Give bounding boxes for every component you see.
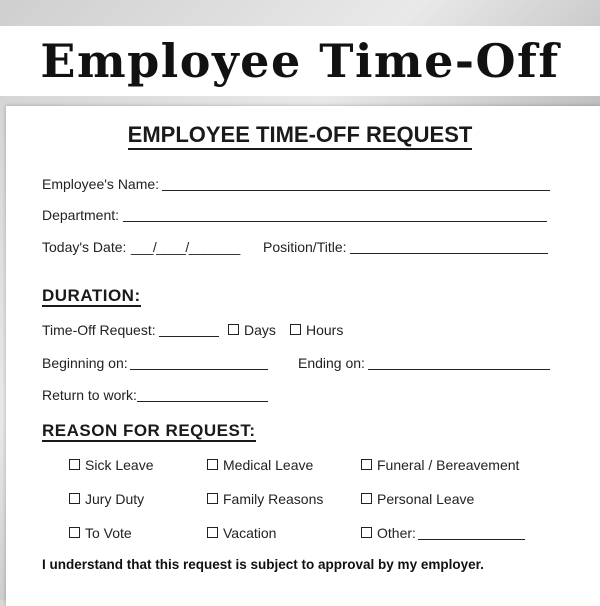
beginning-on-label: Beginning on: [42,355,128,371]
reason-option-medical-leave[interactable]: Medical Leave [207,457,313,473]
reason-option-sick-leave[interactable]: Sick Leave [69,457,153,473]
reason-option-funeral[interactable]: Funeral / Bereavement [361,457,519,473]
duration-heading: DURATION: [42,286,141,305]
reason-option-other[interactable]: Other: [361,525,416,541]
checkbox-icon [207,459,218,470]
return-to-work-field[interactable] [137,401,268,402]
todays-date-field[interactable]: ___/____/_______ [131,239,240,255]
reason-option-jury-duty[interactable]: Jury Duty [69,491,144,507]
checkbox-icon [361,493,372,504]
approval-statement: I understand that this request is subject to approval by my employer. [42,557,484,572]
checkbox-icon [361,527,372,538]
reason-option-to-vote[interactable]: To Vote [69,525,132,541]
timeoff-amount-field[interactable] [159,336,219,337]
checkbox-icon [69,527,80,538]
department-label: Department: [42,207,120,223]
beginning-on-field[interactable] [130,369,268,370]
return-to-work-label: Return to work: [42,387,137,403]
banner-title: Employee Time-Off [40,34,560,88]
employee-name-field[interactable] [162,190,550,191]
form-title: EMPLOYEE TIME-OFF REQUEST [0,122,600,148]
department-field[interactable] [123,221,547,222]
checkbox-icon [207,527,218,538]
reason-option-personal-leave[interactable]: Personal Leave [361,491,474,507]
position-field[interactable] [350,253,548,254]
title-banner [0,26,600,96]
other-reason-field[interactable] [418,539,525,540]
employee-name-label: Employee's Name: [42,176,160,192]
hours-checkbox[interactable]: Hours [290,322,343,338]
checkbox-icon [69,493,80,504]
timeoff-request-label: Time-Off Request: [42,322,156,338]
checkbox-icon [207,493,218,504]
checkbox-icon [290,324,301,335]
checkbox-icon [69,459,80,470]
reason-heading: REASON FOR REQUEST: [42,421,256,440]
ending-on-label: Ending on: [298,355,365,371]
reason-option-family-reasons[interactable]: Family Reasons [207,491,323,507]
checkbox-icon [228,324,239,335]
position-label: Position/Title: [263,239,347,255]
reason-option-vacation[interactable]: Vacation [207,525,276,541]
todays-date-label: Today's Date: [42,239,127,255]
checkbox-icon [361,459,372,470]
ending-on-field[interactable] [368,369,550,370]
days-checkbox[interactable]: Days [228,322,276,338]
